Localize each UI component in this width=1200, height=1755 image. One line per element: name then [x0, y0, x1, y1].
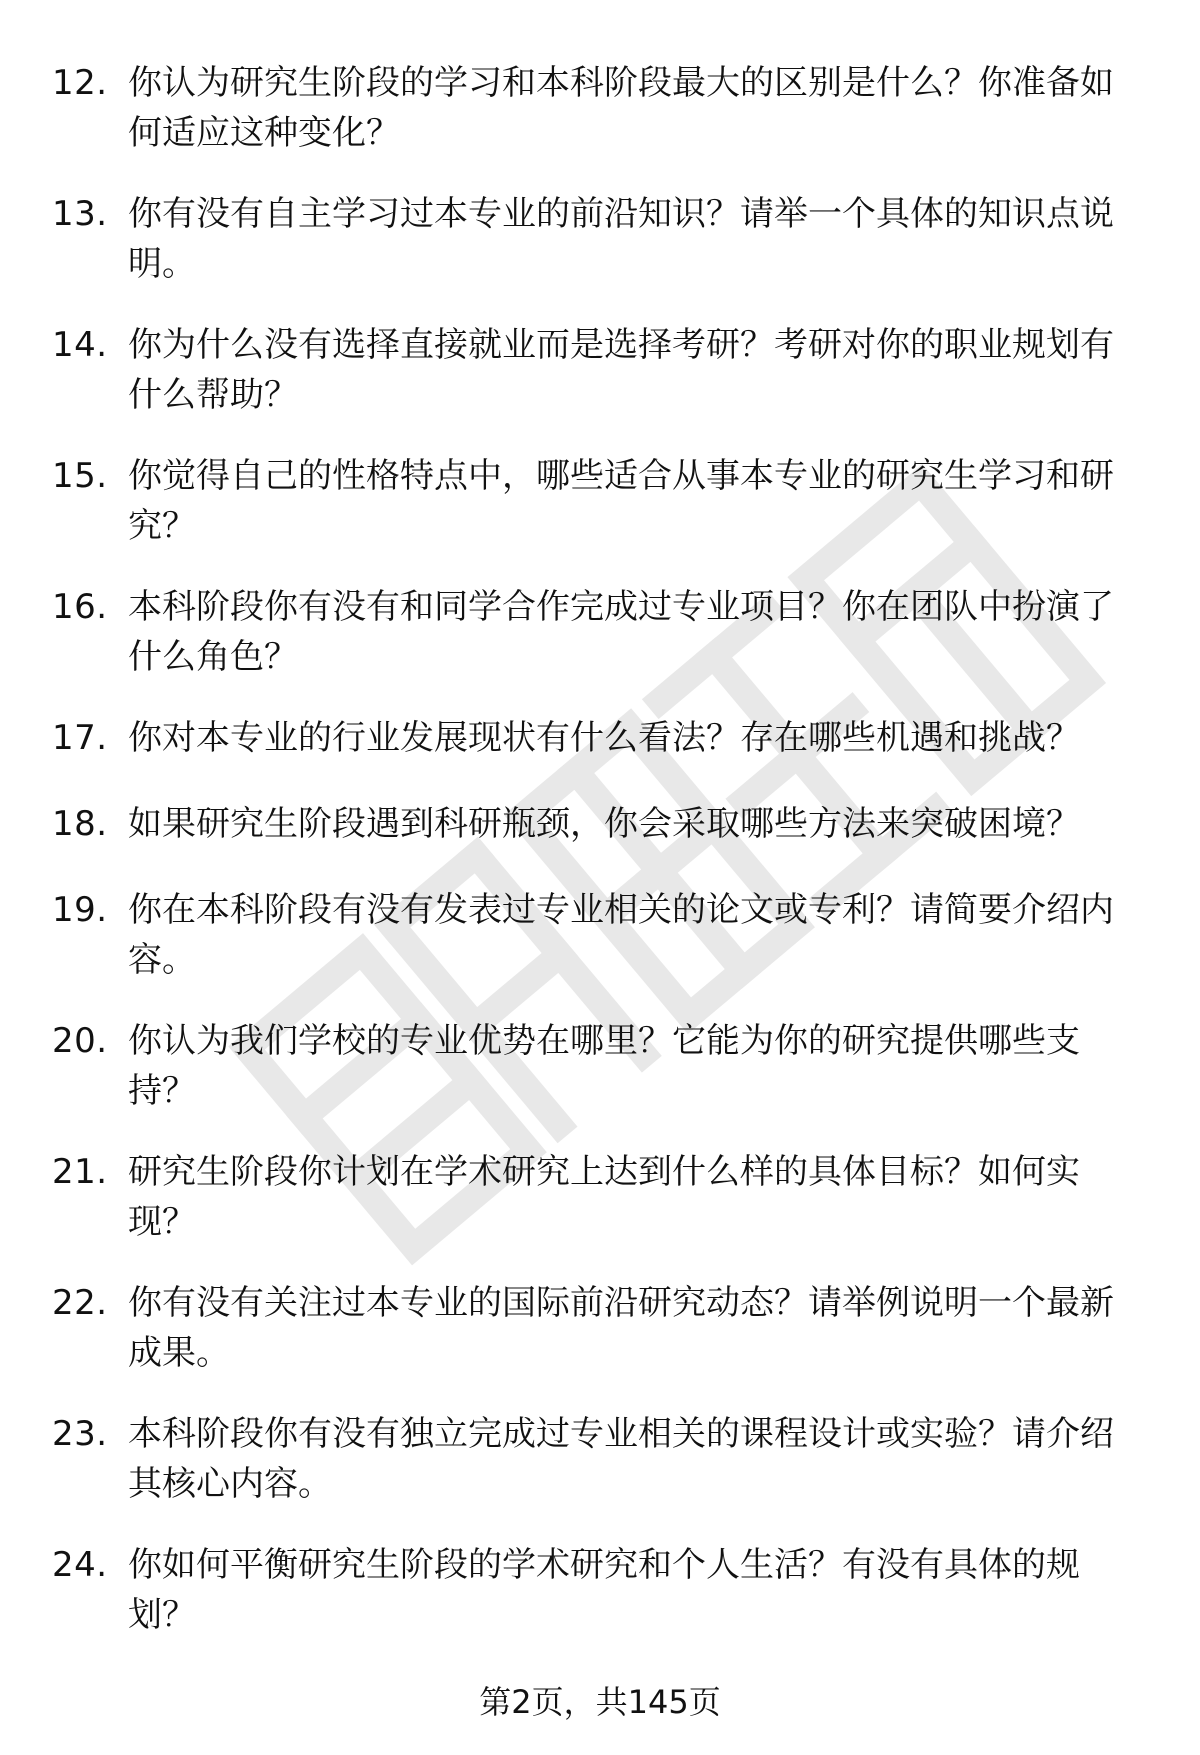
question-text: 本科阶段你有没有和同学合作完成过专业项目？你在团队中扮演了什么角色？: [128, 587, 1114, 677]
question-text: 你为什么没有选择直接就业而是选择考研？考研对你的职业规划有什么帮助？: [128, 325, 1114, 415]
question-number: 15.: [52, 456, 108, 496]
question-item-20: [52, 1016, 1142, 1147]
question-number: 13.: [52, 194, 108, 234]
question-item-23: [52, 1409, 1142, 1540]
question-text: 研究生阶段你计划在学术研究上达到什么样的具体目标？如何实现？: [128, 1152, 1080, 1242]
question-item-19: [52, 885, 1142, 1016]
question-item-24: [52, 1540, 1142, 1671]
question-item-13: [52, 189, 1142, 320]
question-text: 本科阶段你有没有独立完成过专业相关的课程设计或实验？请介绍其核心内容。: [128, 1414, 1114, 1504]
question-number: 12.: [52, 63, 108, 103]
question-text: 你有没有关注过本专业的国际前沿研究动态？请举例说明一个最新成果。: [128, 1283, 1114, 1373]
question-item-16: [52, 582, 1142, 713]
question-text: 你觉得自己的性格特点中，哪些适合从事本专业的研究生学习和研究？: [128, 456, 1114, 546]
question-number: 17.: [52, 718, 108, 758]
question-item-14: [52, 320, 1142, 451]
question-text: 如果研究生阶段遇到科研瓶颈，你会采取哪些方法来突破困境？: [128, 804, 1080, 844]
question-item-21: [52, 1147, 1142, 1278]
question-number: 20.: [52, 1021, 108, 1061]
question-text: 你认为我们学校的专业优势在哪里？它能为你的研究提供哪些支持？: [128, 1021, 1080, 1111]
question-text: 你在本科阶段有没有发表过专业相关的论文或专利？请简要介绍内容。: [128, 890, 1114, 980]
question-item-18: [52, 799, 1142, 885]
question-number: 18.: [52, 804, 108, 844]
question-item-22: [52, 1278, 1142, 1409]
question-number: 21.: [52, 1152, 108, 1192]
question-text: 你有没有自主学习过本专业的前沿知识？请举一个具体的知识点说明。: [128, 194, 1114, 284]
question-number: 16.: [52, 587, 108, 627]
question-text: 你如何平衡研究生阶段的学术研究和个人生活？有没有具体的规划？: [128, 1545, 1080, 1635]
question-text: 你对本专业的行业发展现状有什么看法？存在哪些机遇和挑战？: [128, 718, 1080, 758]
question-item-15: [52, 451, 1142, 582]
question-number: 23.: [52, 1414, 108, 1454]
question-number: 19.: [52, 890, 108, 930]
question-number: 24.: [52, 1545, 108, 1585]
question-text: 你认为研究生阶段的学习和本科阶段最大的区别是什么？你准备如何适应这种变化？: [128, 63, 1114, 153]
question-item-12: [52, 58, 1142, 189]
page-number-footer: 第2页，共145页: [479, 1683, 721, 1721]
question-number: 22.: [52, 1283, 108, 1323]
question-list: [52, 58, 1142, 1671]
question-item-17: [52, 713, 1142, 799]
question-number: 14.: [52, 325, 108, 365]
